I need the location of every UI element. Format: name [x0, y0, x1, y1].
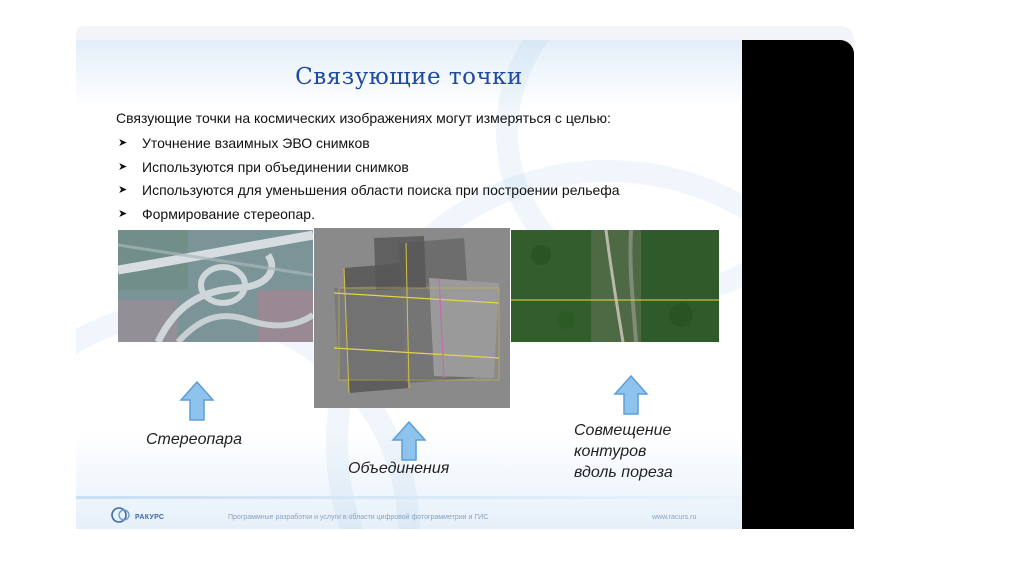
presentation-frame [76, 26, 854, 529]
caption-seam-line: вдоль пореза [574, 464, 673, 481]
caption-merge: Объединения [348, 460, 450, 477]
footer-url: www.racurs.ru [652, 514, 697, 521]
bullet-text: Используются для уменьшения области поиска при построении рельефа [142, 182, 620, 198]
caption-stereo: Стереопара [146, 431, 242, 448]
bullet-item [116, 203, 620, 227]
stereo-pair-image [118, 230, 313, 342]
footer-text: Программные разработки и услуги в области цифровой фотограмметрии и ГИС [228, 514, 489, 521]
caption-seam-line: контуров [574, 443, 647, 460]
bullet-item [116, 132, 620, 156]
bullet-arrow-icon: ➤ [118, 160, 128, 173]
bullet-list [116, 132, 620, 226]
bullet-item [116, 179, 620, 203]
footer-logo [110, 505, 164, 529]
bullet-item [116, 156, 620, 180]
mosaic-image [314, 228, 510, 408]
slide-intro: Связующие точки на космических изображениях могут измеряться с целью: [116, 110, 611, 126]
slide-title: Связующие точки [295, 64, 523, 90]
seamline-image [511, 230, 719, 342]
arrow-up-icon [179, 380, 215, 427]
bullet-arrow-icon: ➤ [118, 184, 128, 196]
bullet-text: Уточнение взаимных ЭВО снимков [142, 135, 370, 151]
bullet-text: Формирование стереопар. [142, 205, 315, 222]
arrow-up-icon [613, 374, 649, 421]
racurs-logo-icon [110, 505, 132, 529]
caption-seam-line: Совмещение [574, 422, 672, 439]
caption-seam [574, 420, 673, 483]
bullet-arrow-icon: ➤ [118, 137, 128, 149]
footer-divider [76, 496, 742, 499]
logo-text: РАКУРС [135, 514, 165, 521]
slide [76, 40, 742, 529]
bullet-text: Используются при объединении снимков [142, 158, 409, 175]
bullet-arrow-icon: ➤ [118, 207, 128, 220]
black-side-panel [742, 40, 854, 529]
